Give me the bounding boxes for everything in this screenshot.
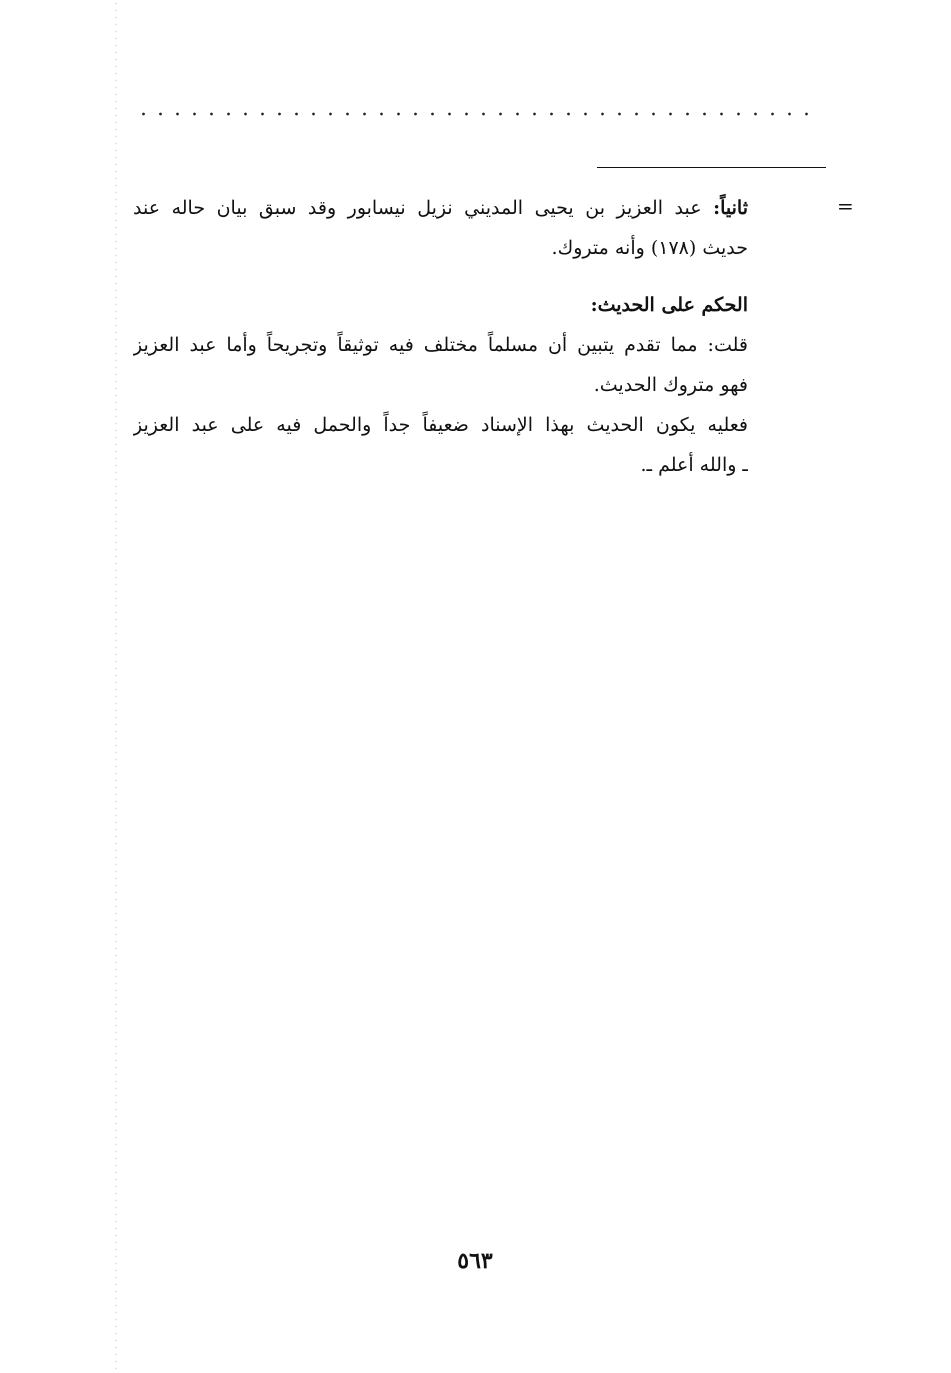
ruling-line-2: فهو متروك الحديث. (593, 374, 748, 396)
footnote-line-2: حديث (١٧٨) وأنه متروك. (551, 237, 748, 259)
left-margin-marks (112, 0, 120, 1373)
footnote-lead-label: ثانياً: (713, 197, 748, 219)
continuation-mark: = (837, 194, 854, 218)
dotted-separator (135, 108, 815, 120)
ruling-section (133, 285, 748, 485)
footnote-paragraph-1 (133, 188, 748, 268)
footnote-rule (597, 167, 826, 168)
ruling-title: الحكم على الحديث: (590, 294, 748, 316)
ruling-line-4: ـ والله أعلم ـ. (640, 454, 748, 476)
footnote-line-1-text: عبد العزيز بن يحيى المديني نزيل نيسابور وقد سبق بيان حاله عند (133, 197, 702, 219)
footnote-line-1 (133, 188, 748, 228)
ruling-line-3: فعليه يكون الحديث بهذا الإسناد ضعيفاً جداً والحمل فيه على عبد العزيز (133, 414, 748, 436)
page-number: ٥٦٣ (457, 1248, 493, 1274)
ruling-line-1: قلت: مما تقدم يتبين أن مسلماً مختلف فيه توثيقاً وتجريحاً وأما عبد العزيز (133, 334, 748, 356)
